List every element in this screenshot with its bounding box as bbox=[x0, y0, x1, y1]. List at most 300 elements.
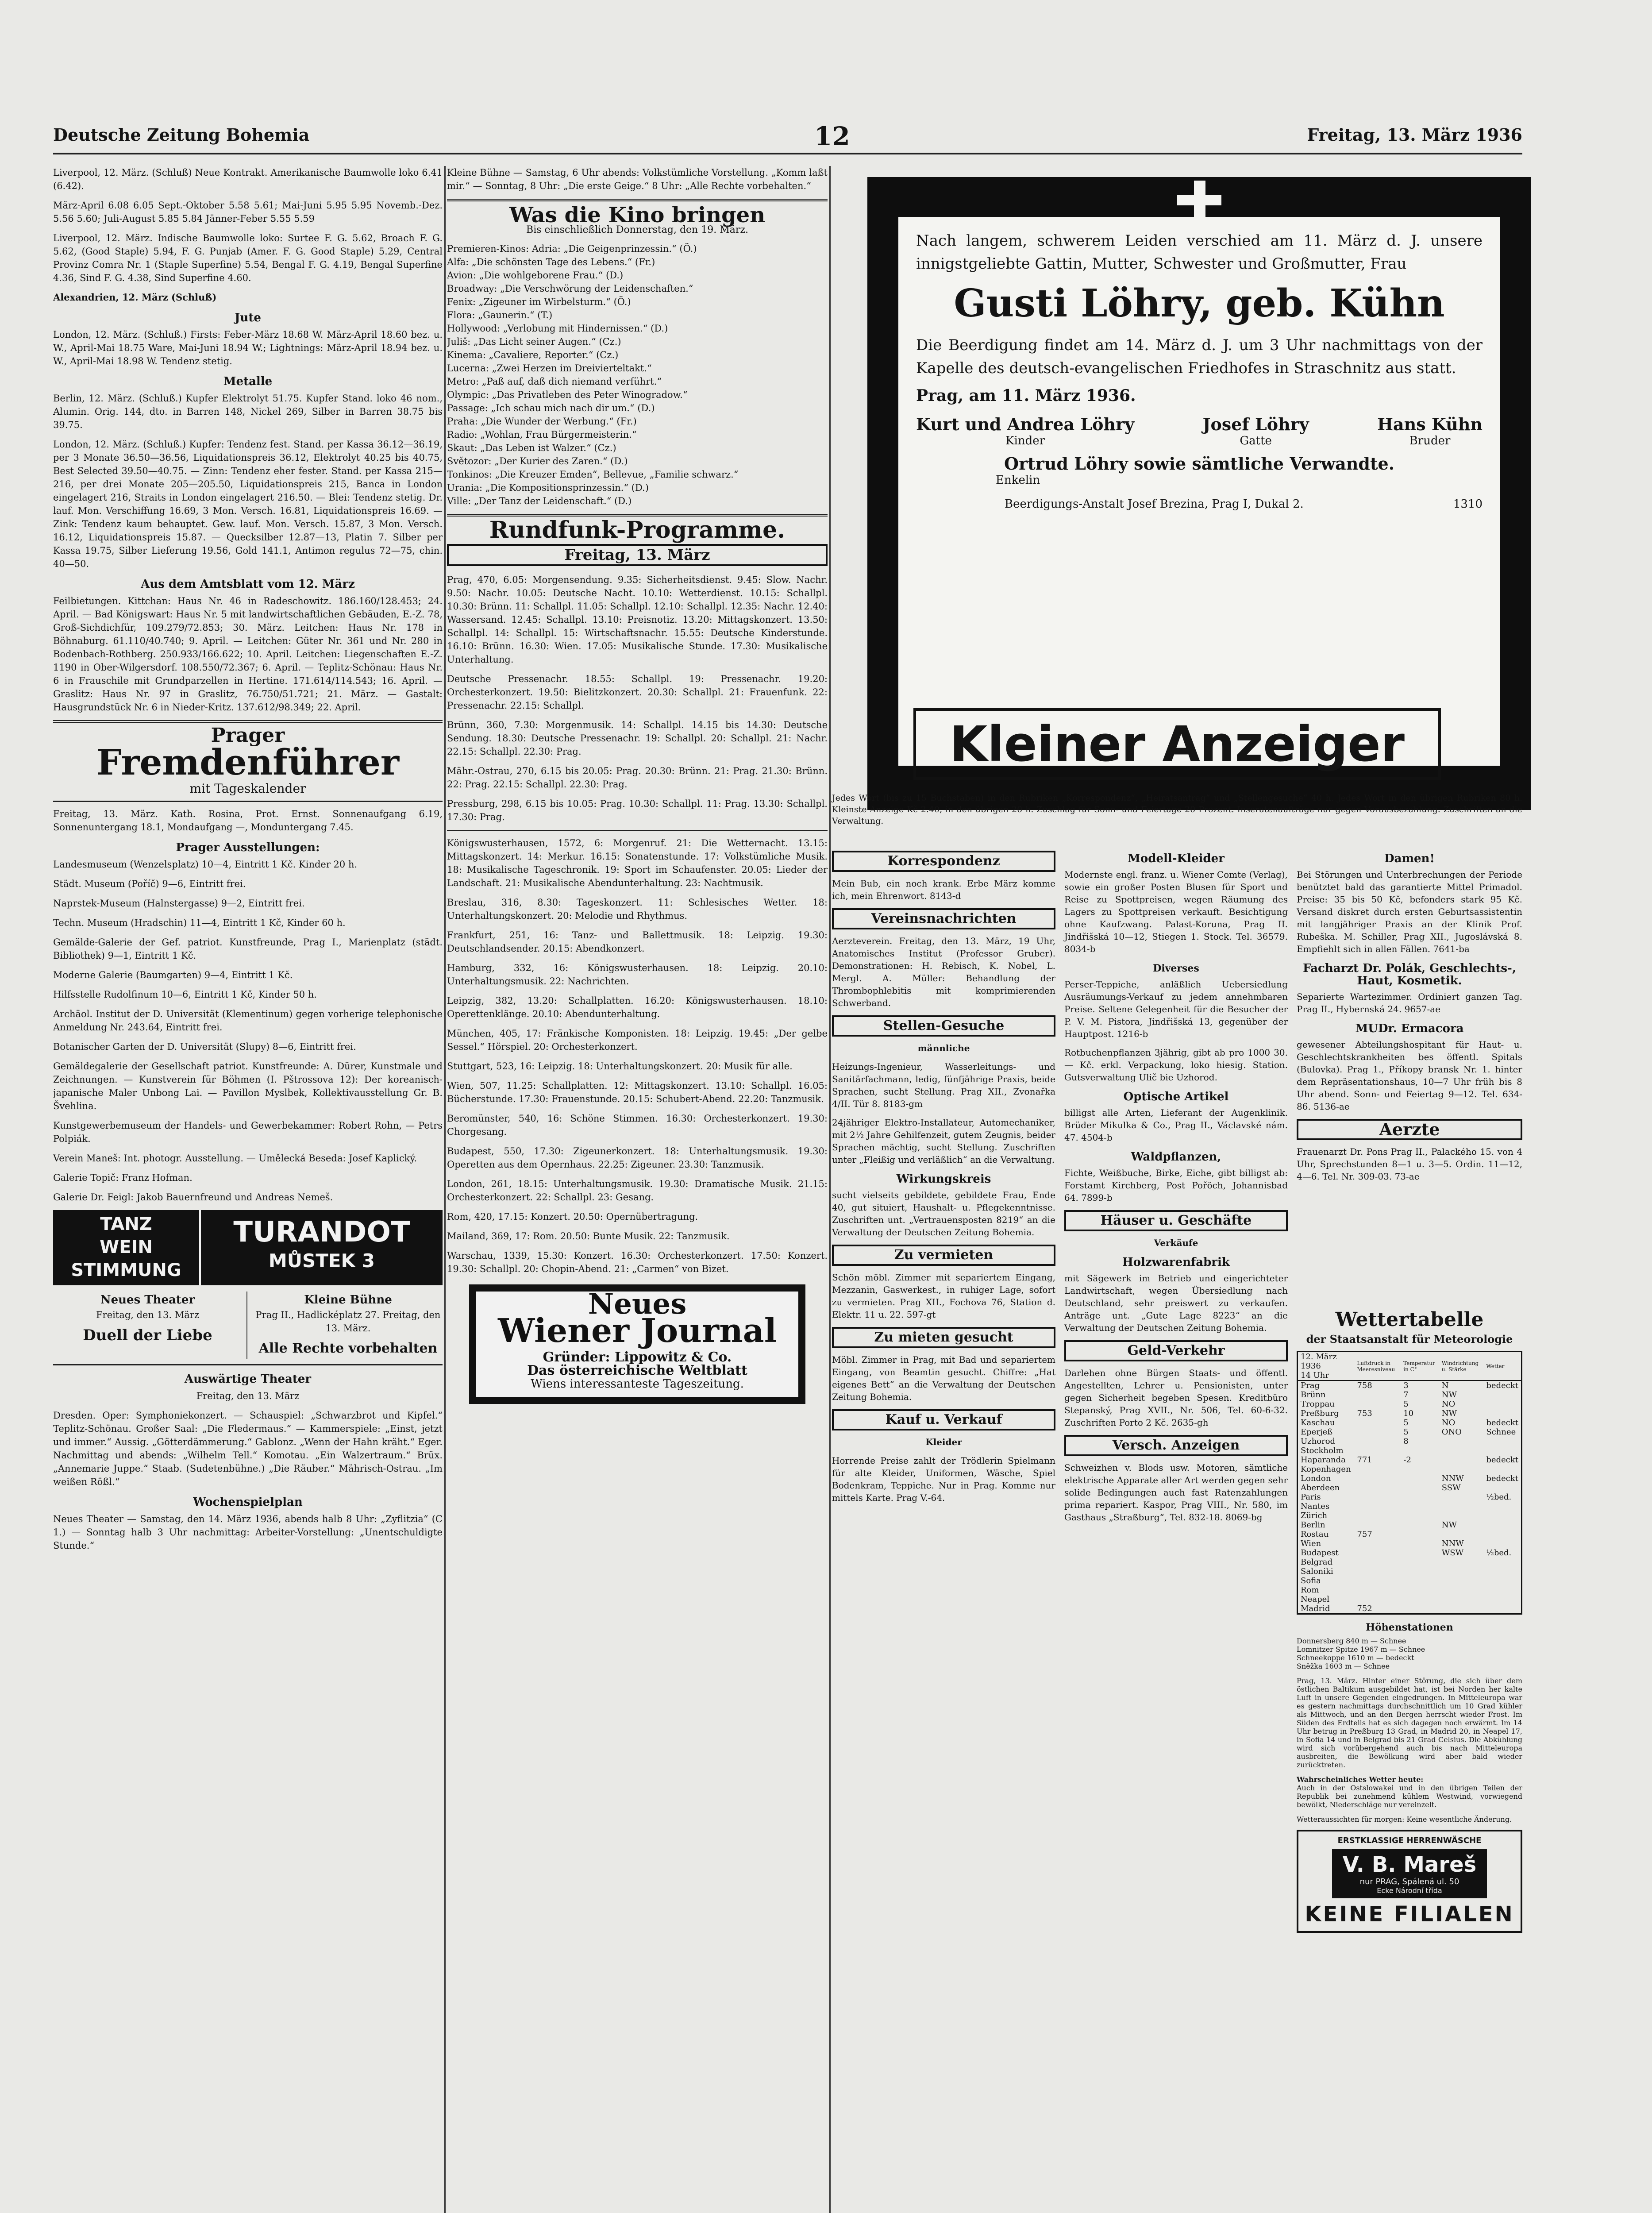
weather-cell: bedeckt bbox=[1486, 1418, 1518, 1427]
list-item: Passage: „Ich schau mich nach dir um.“ (D.) bbox=[447, 403, 655, 413]
weather-cell bbox=[1439, 1585, 1484, 1595]
stellen-sub: männliche bbox=[917, 1043, 970, 1053]
weather-station: Rostau bbox=[1301, 1530, 1329, 1539]
weather-row bbox=[1298, 1558, 1522, 1567]
holz-head: Holzwarenfabrik bbox=[1122, 1256, 1230, 1269]
weather-date: 12. März 1936 bbox=[1301, 1352, 1337, 1371]
weather-row bbox=[1298, 1539, 1522, 1548]
polak-head: Facharzt Dr. Polák, Geschlechts-, Haut, Kosmetik. bbox=[1303, 962, 1516, 987]
list-item: Wien, 507, 11.25: Schallplatten. 12: Mittagskonzert. 13.10: Schallpl. 16.05: Bücherstunde. 17.30: Frauenstunde. 20.15: Schubert-Abend. 22.20: Tanzmusik. bbox=[447, 1080, 828, 1104]
weather-row bbox=[1298, 1455, 1522, 1465]
rundfunk-date: Freitag, 13. März bbox=[447, 544, 828, 566]
list-item: Städt. Museum (Poříč) 9—6, Eintritt frei. bbox=[53, 879, 246, 889]
weather-cell bbox=[1483, 1409, 1521, 1418]
list-item: Gemäldegalerie der Gesellschaft patriot. Kunstfreunde: A. Dürer, Kunstmale und Zeichnungen. — Kunstverein für Böhmen (I. Pštrossova 12): Der koreanisch-japanische Maler Unbong Lai. — Pavillon Myslbek, Kollektivausstellung Gr. B. Švehlina. bbox=[53, 1061, 443, 1111]
divider bbox=[447, 830, 828, 831]
list-item: Warschau, 1339, 15.30: Konzert. 16.30: Orchesterkonzert. 17.50: Konzert. 19.30: Schallpl. 20: Chopin-Abend. 21: „Carmen“ von Bizet. bbox=[447, 1250, 828, 1274]
list-item: Praha: „Die Wunder der Werbung.“ (Fr.) bbox=[447, 416, 637, 427]
geld-head: Geld-Verkehr bbox=[1064, 1340, 1288, 1361]
market-section bbox=[53, 166, 443, 714]
list-item: Mähr.-Ostrau, 270, 6.15 bis 20.05: Prag. 20.30: Brünn. 21: Prag. 21.30: Brünn. 22: Prag. 22.15: Schallpl. 22.30: Prag. bbox=[447, 766, 828, 790]
weather-row bbox=[1298, 1585, 1522, 1595]
weather-cell bbox=[1354, 1548, 1401, 1558]
list-item: Avion: „Die wohlgeborene Frau.“ (D.) bbox=[447, 270, 624, 281]
weather-row bbox=[1298, 1427, 1522, 1437]
classified-item: Modernste engl. franz. u. Wiener Comte (Verlag), sowie ein großer Posten Blusen für Sport und Reise zu Spottpreisen, wegen Räumung des Lagers zu Spottpreisen verkauft. Besichtigung ohne Kaufzwang. Palast-Koruna, Prag II. Jindřišská 10—12, Stiegen 1. Stock. Tel. 36579. 8034-b bbox=[1064, 869, 1288, 954]
rundfunk-list bbox=[447, 573, 828, 1276]
column-rule bbox=[444, 166, 446, 2213]
classified-item: Frauenarzt Dr. Pons Prag II., Palackého 15. von 4 Uhr, Sprechstunden 8—1 u. 3—5. Ordin. 11—12, 4—6. Tel. Nr. 309-03. 73-ae bbox=[1297, 1146, 1522, 1182]
weather-cell bbox=[1439, 1437, 1484, 1446]
list-item: Radio: „Wohlan, Frau Bürgermeisterin.“ bbox=[447, 429, 637, 440]
divider bbox=[447, 199, 828, 201]
weather-cell bbox=[1354, 1492, 1401, 1502]
weather-station: Paris bbox=[1301, 1492, 1321, 1502]
list-item: Ville: „Der Tanz der Leidenschaft.“ (D.) bbox=[447, 496, 632, 506]
weather-cell bbox=[1439, 1595, 1484, 1604]
weather-station: Preßburg bbox=[1301, 1409, 1339, 1418]
list-item: München, 405, 17: Fränkische Komponisten. 18: Leipzig. 19.45: „Der gelbe Sessel.“ Hörspiel. 20: Orchesterkonzert. bbox=[447, 1028, 828, 1052]
mares-slogan: KEINE FILIALEN bbox=[1305, 1902, 1514, 1927]
classified-col-b bbox=[1064, 845, 1288, 1530]
weather-cell: NW bbox=[1441, 1390, 1457, 1400]
undertaker: Beerdigungs-Anstalt Josef Brezina, Prag I, Dukal 2. bbox=[1005, 497, 1304, 511]
weather-cell: Schnee bbox=[1486, 1427, 1516, 1437]
weather-station: Nantes bbox=[1301, 1502, 1330, 1511]
weather-cell: NNW bbox=[1441, 1539, 1464, 1548]
classified-terms: Jedes Wort (bis zu 15 Buchstaben) in den Rubriken „Korrespondenz“, „Heiratsantrag“ und „Stellengesuche“ 40 h. Jedes Wort in den übrigen Rubriken 80 h. Kleinste Anzeige Kč 2.40, in den übrigen 20 h. Zuschlag für Sonn- und Feiertage 20 Prozent. Inseratenaufträge nur gegen Vorausbezahlung. Zuschriften an die Verwaltung. bbox=[832, 793, 1522, 826]
weather-cell bbox=[1354, 1483, 1401, 1492]
list-item: Botanischer Garten der D. Universität (Slupy) 8—6, Eintritt frei. bbox=[53, 1041, 356, 1052]
weather-outlook2: Wetteraussichten für morgen: Keine wesentliche Änderung. bbox=[1297, 1815, 1512, 1824]
list-item: Premieren-Kinos: Adria: „Die Geigenprinzessin.“ (Ö.) bbox=[447, 243, 697, 254]
mourner-name: Kurt und Andrea Löhry bbox=[916, 414, 1135, 434]
kauf-sub: Kleider bbox=[925, 1437, 962, 1447]
weather-cell bbox=[1483, 1390, 1521, 1400]
theater-title: Neues Theater bbox=[100, 1293, 195, 1307]
weather-cell bbox=[1439, 1558, 1484, 1567]
weather-station: Prag bbox=[1301, 1381, 1320, 1390]
weather-cell bbox=[1354, 1400, 1401, 1409]
paper-name: Deutsche Zeitung Bohemia bbox=[53, 125, 310, 145]
weather-row bbox=[1298, 1576, 1522, 1585]
weather-row bbox=[1298, 1465, 1522, 1474]
list-item: Mailand, 369, 17: Rom. 20.50: Bunte Musik. 22: Tanzmusik. bbox=[447, 1231, 730, 1241]
obituary-funeral: Die Beerdigung findet am 14. März d. J. um 3 Uhr nachmittags von der Kapelle des deutsch-evangelischen Friedhofes in Straschnitz aus statt. bbox=[916, 336, 1483, 377]
page-number: 12 bbox=[814, 121, 850, 151]
list-item: Galerie Dr. Feigl: Jakob Bauernfreund und Andreas Nemeš. bbox=[53, 1192, 333, 1203]
column-left bbox=[53, 166, 443, 2213]
weather-cell: ½bed. bbox=[1486, 1492, 1512, 1502]
weather-cell: 3 bbox=[1403, 1381, 1409, 1390]
kleine-buehne-text: Kleine Bühne — Samstag, 6 Uhr abends: Volkstümliche Vorstellung. „Komm laßt mir.“ — Sonntag, 8 Uhr: „Die erste Geige.“ 8 Uhr: „Alle Rechte vorbehalten.“ bbox=[447, 167, 828, 191]
classified-item: Heizungs-Ingenieur, Wasserleitungs- und Sanitärfachmann, ledig, fünfjährige Praxis, beide Sprachen, sucht Stellung. Prag XII., Zvonařka 4/II. Tür 8. 8183-gm bbox=[832, 1061, 1055, 1109]
classified-item: gewesener Abteilungshospitant für Haut- u. Geschlechtskrankheiten bes öffentl. Spitals (Bulovka). Prag 1., Příkopy bransk Nr. 1. hinter dem Repräsentationshaus, 10—7 Uhr früh bis 8 Uhr abend. Sonn- und Feiertag 9—12. Tel. 634-86. 5136-ae bbox=[1297, 1039, 1522, 1112]
weather-cell: bedeckt bbox=[1486, 1474, 1518, 1483]
damen-head: Damen! bbox=[1384, 852, 1435, 865]
wochenspielplan-heading: Wochenspielplan bbox=[193, 1496, 303, 1509]
weather-station: Eperjeß bbox=[1301, 1427, 1333, 1437]
weather-station: Budapest bbox=[1301, 1548, 1339, 1558]
weather-row bbox=[1298, 1530, 1522, 1539]
list-item: Techn. Museum (Hradschin) 11—4, Eintritt 1 Kč, Kinder 60 h. bbox=[53, 918, 346, 928]
weather-forecast: Prag, 13. März. Hinter einer Störung, die sich über dem östlichen Baltikum ausgebildet hat, ist bei Norden her kalte Luft in unsere Gegenden eingedrungen. In Mitteleuropa war es gestern nachmittags durchschnittlich um 10 Grad kühler als Mittwoch, und an den Bergen herrscht wieder Frost. Im Süden des Erdteils hat es sich dagegen noch erwärmt. Im 14 Uhr betrug in Preßburg 13 Grad, in Madrid 20, in Neapel 17, in Sofia 14 und in Belgrad bis 21 Grad Celsius. Die Abkühlung wird sich vorübergehend auch bis nach Mitteleuropa ausbreiten, die Bewölkung wird aber bald wieder zurücktreten. bbox=[1297, 1677, 1522, 1769]
list-item: Prag, 470, 6.05: Morgensendung. 9.35: Sicherheitsdienst. 9.45: Slow. Nachr. 9.50: Nachr. 10.05: Deutsche Nacht. 10.10: Wetterdienst. 10.15: Schallpl. 10.30: Brünn. 11: Schallpl. 11.05: Schallpl. 12.10: Schallpl. 12.35: Nachr. 12.40: Wassersand. 12.45: Schallpl. 13.10: Preisnotiz. 13.20: Mittagskonzert. 13.50: Schallpl. 14: Schallpl. 15: Wirtschaftsnachr. 15.55: Deutsche Kinderstunde. 16.10: Brünn. 16.30: Wien. 17.05: Musikalische Stunde. 17.30: Musikalische Unterhaltung. bbox=[447, 574, 828, 665]
list-item: Budapest, 550, 17.30: Zigeunerkonzert. 18: Unterhaltungsmusik. 19.30: Operetten aus dem Opernhaus. 22.25: Zigeuner. 23.30: Tanzmusik. bbox=[447, 1146, 828, 1170]
weather-cell bbox=[1354, 1539, 1401, 1548]
weather-row bbox=[1298, 1567, 1522, 1576]
weather-cell bbox=[1401, 1474, 1439, 1483]
wochenspielplan-text: Neues Theater — Samstag, den 14. März 1936, abends halb 8 Uhr: „Zyflitzia“ (C 1.) — Sonntag halb 3 Uhr nachmittag: Arbeiter-Vorstellung: „Unentschuldigte Stunde.“ bbox=[53, 1514, 443, 1551]
weather-cell bbox=[1354, 1595, 1401, 1604]
list-item: Moderne Galerie (Baumgarten) 9—4, Eintritt 1 Kč. bbox=[53, 970, 293, 980]
list-item: Hamburg, 332, 16: Königswusterhausen. 18: Leipzig. 20.10: Unterhaltungsmusik. 22: Nachrichten. bbox=[447, 963, 828, 987]
weather-cell: 10 bbox=[1403, 1409, 1414, 1418]
weather-cell bbox=[1401, 1576, 1439, 1585]
list-item: Galerie Topič: Franz Hofman. bbox=[53, 1172, 193, 1183]
wiener-name: Wiener Journal bbox=[498, 1312, 777, 1350]
column-rule bbox=[829, 166, 831, 2213]
weather-cell: 5 bbox=[1403, 1418, 1409, 1427]
weather-cell bbox=[1354, 1427, 1401, 1437]
weather-time: 14 Uhr bbox=[1301, 1371, 1329, 1380]
wiener-slogan2: Wiens interessanteste Tageszeitung. bbox=[531, 1377, 744, 1391]
weather-cell bbox=[1483, 1558, 1521, 1567]
weather-cell: NW bbox=[1441, 1409, 1457, 1418]
diverses-head: Diverses bbox=[1153, 963, 1199, 974]
mares-addr: nur PRAG, Spálená ul. 50 bbox=[1359, 1877, 1459, 1886]
haeuser-head: Häuser u. Geschäfte bbox=[1064, 1210, 1288, 1231]
weather-cell bbox=[1401, 1511, 1439, 1520]
list-item: Rom, 420, 17.15: Konzert. 20.50: Opernübertragung. bbox=[447, 1211, 698, 1222]
list-item: Leipzig, 382, 13.20: Schallplatten. 16.20: Königswusterhausen. 18.10: Operettenklänge. 20.10: Abendunterhaltung. bbox=[447, 995, 828, 1019]
weather-cell bbox=[1483, 1567, 1521, 1576]
weather-cell: 8 bbox=[1403, 1437, 1409, 1446]
weather-cell: 753 bbox=[1357, 1409, 1372, 1418]
weather-row bbox=[1298, 1548, 1522, 1558]
page-date: Freitag, 13. März 1936 bbox=[1307, 125, 1522, 145]
classified-item: Schweizhen v. Blods usw. Motoren, sämtliche elektrische Apparate aller Art werden gegen sehr solide Bedingungen auch fast Ratenzahlungen prima repariert. Kaspor, Prag VIII., Nr. 580, im Gasthaus „Straßburg“, Tel. 832-18. 8069-bg bbox=[1064, 1462, 1288, 1523]
fremdenfuehrer-header bbox=[53, 724, 443, 796]
wiener-top: Neues bbox=[588, 1288, 687, 1321]
ausstellungen-heading: Prager Ausstellungen: bbox=[176, 841, 320, 854]
header-rule bbox=[53, 153, 1522, 154]
classified-col-a bbox=[832, 845, 1055, 1510]
weather-cell: 752 bbox=[1357, 1604, 1372, 1613]
list-item: Kunstgewerbemuseum der Handels- und Gewerbekammer: Robert Rohn, — Petrs Polpiák. bbox=[53, 1120, 443, 1144]
weather-cell bbox=[1439, 1511, 1484, 1520]
weather-row bbox=[1298, 1474, 1522, 1483]
list-item: Světozor: „Der Kurier des Zaren.“ (D.) bbox=[447, 456, 628, 467]
column-middle bbox=[447, 166, 828, 2213]
weather-cell bbox=[1354, 1474, 1401, 1483]
market-para: Liverpool, 12. März. (Schluß) Neue Kontrakt. Amerikanische Baumwolle loko 6.41 (6.42). bbox=[53, 167, 443, 191]
weather-cell bbox=[1401, 1446, 1439, 1455]
weather-station: Uzhorod bbox=[1301, 1437, 1336, 1446]
weather-cell bbox=[1354, 1511, 1401, 1520]
list-item: Lucerna: „Zwei Herzen im Dreivierteltakt.“ bbox=[447, 363, 652, 374]
grandchildren: Ortrud Löhry sowie sämtliche Verwandte. bbox=[1004, 454, 1394, 474]
weather-outlook: Auch in der Ostslowakei und in den übrigen Teilen der Republik bei zunehmend kühlem Westwind, vorwiegend bewölkt, Niederschläge nur vereinzelt. bbox=[1297, 1784, 1522, 1809]
weather-cell: NO bbox=[1441, 1400, 1456, 1409]
classified-col-c bbox=[1297, 845, 1522, 1189]
ad-number: 1310 bbox=[1453, 497, 1483, 511]
weather-cell: N bbox=[1441, 1381, 1449, 1390]
list-item: Kinema: „Cavaliere, Reporter.“ (Cz.) bbox=[447, 350, 619, 360]
grandchildren-role: Enkelin bbox=[996, 474, 1040, 487]
kauf-head: Kauf u. Verkauf bbox=[832, 1409, 1055, 1430]
weather-row bbox=[1298, 1390, 1522, 1400]
list-item: Brünn, 360, 7.30: Morgenmusik. 14: Schallpl. 14.15 bis 14.30: Deutsche Sendung. 18.30: Deutsche Pressenachr. 19: Schallpl. 20: Schallpl. 21: Nachr. 22.15: Schallpl. 22.30: Prag. bbox=[447, 720, 828, 757]
weather-station: Berlin bbox=[1301, 1520, 1325, 1530]
weather-cell bbox=[1401, 1567, 1439, 1576]
classified-item: Darlehen ohne Bürgen Staats- und öffentl. Angestellten, Lehrer u. Pensionisten, unter gegen Sicherheit begeben Spesen. Kreditbüro Stepanský, Prag XVII., Nr. 506, Tel. 60-6-32. Zuschriften Porto 2 Kč. 2635-gh bbox=[1064, 1368, 1288, 1428]
mourner-name: Josef Löhry bbox=[1202, 414, 1309, 434]
list-item: Stuttgart, 523, 16: Leipzig. 18: Unterhaltungskonzert. 20: Musik für alle. bbox=[447, 1061, 793, 1072]
list-item: Naprstek-Museum (Halnstergasse) 9—2, Eintritt frei. bbox=[53, 898, 305, 909]
haeuser-sub: Verkäufe bbox=[1154, 1238, 1198, 1248]
divider bbox=[53, 1364, 443, 1365]
weather-cell bbox=[1439, 1455, 1484, 1465]
weather-station: Saloniki bbox=[1301, 1567, 1333, 1576]
market-para: London, 12. März. (Schluß.) Firsts: Feber-März 18.68 W. März-April 18.60 bez. u. W., April-Mai 18.75 Ware, Mai-Juni 18.94 W.; Lightnings: März-April 18.94 bez. u. W., April-Mai 18.98 W. Tendenz stetig. bbox=[53, 329, 443, 366]
auswaertige-text: Dresden. Oper: Symphoniekonzert. — Schauspiel: „Schwarzbrot und Kipfel.“ Teplitz-Schönau. Großer Saal: „Die Fledermaus.“ — Kammerspiele: „Einst, jetzt und immer.“ Aussig. „Götterdämmerung.“ Gablonz. „Wenn der Hahn kräht.“ Eger. Nachmittag und abends: „Wilhelm Tell.“ Komotau. „Ein Walzertraum.“ Brüx. „Annemarie Juppe.“ Staab. (Sudetenbühne.) „Die Räuber.“ Mährisch-Ostrau. „Im weißen Rößl.“ bbox=[53, 1410, 443, 1487]
weather-cell bbox=[1483, 1465, 1521, 1474]
weather-station: Kopenhagen bbox=[1301, 1465, 1351, 1474]
weather-cell bbox=[1483, 1446, 1521, 1455]
weather-station: Wien bbox=[1301, 1539, 1321, 1548]
weather-subtitle: der Staatsanstalt für Meteorologie bbox=[1306, 1333, 1513, 1346]
list-item: Gemälde-Galerie der Gef. patriot. Kunstfreunde, Prag I., Marienplatz (städt. Bibliothek) 9—1, Eintritt 1 Kč. bbox=[53, 937, 443, 961]
list-item: Deutsche Pressenachr. 18.55: Schallpl. 19: Pressenachr. 19.20: Orchesterkonzert. 19.50: Bielitzkonzert. 20.30: Schallpl. 21: Frauenfunk. 22: Pressenachr. 22.15: Schallpl. bbox=[447, 674, 828, 711]
list-item: Broadway: „Die Verschwörung der Leidenschaften.“ bbox=[447, 283, 693, 294]
list-item: Tonkinos: „Die Kreuzer Emden“, Bellevue, „Familie schwarz.“ bbox=[447, 469, 739, 480]
list-item: Breslau, 316, 8.30: Tageskonzert. 11: Schlesisches Wetter. 18: Unterhaltungskonzert. 20: Melodie und Rhythmus. bbox=[447, 897, 828, 921]
theater-title: Kleine Bühne bbox=[304, 1293, 392, 1307]
weather-cell bbox=[1354, 1558, 1401, 1567]
weather-cell: 5 bbox=[1403, 1427, 1409, 1437]
weather-cell bbox=[1483, 1511, 1521, 1520]
classified-item: Separierte Wartezimmer. Ordiniert ganzen Tag. Prag II., Hybernská 24. 9657-ae bbox=[1297, 991, 1522, 1014]
weather-row bbox=[1298, 1492, 1522, 1502]
weather-cell: ONO bbox=[1441, 1427, 1462, 1437]
market-para: Feilbietungen. Kittchan: Haus Nr. 46 in Radeschowitz. 186.160/128.453; 24. April. — Bad Königswart: Haus Nr. 5 mit landwirtschaftlichen Gebäuden, E.-Z. 78, Groß-Sichdichfür, 109.279/72.853; 30. März. Leitchen: Haus Nr. 178 in Böhnaburg. 61.110/40.740; 9. April. — Leitchen: Güter Nr. 361 und Nr. 280 in Bodenbach-Rothberg. 250.933/166.622; 10. April. Leitchen: Liegenschaften E.-Z. 1190 in Ober-Wilgersdorf. 108.550/72.367; 6. April. — Teplitz-Schönau: Haus Nr. 6 in Frauschile mit Grundparzellen in Hertine. 171.614/114.543; 16. April. — Graslitz: Haus Nr. 97 in Graslitz, 76.750/51.721; 21. März. — Gastalt: Hausgrundstück Nr. 6 in Nieder-Kritz. 137.612/98.349; 22. April. bbox=[53, 596, 443, 713]
weather-row bbox=[1298, 1502, 1522, 1511]
list-item: Landesmuseum (Wenzelsplatz) 10—4, Eintritt 1 Kč. Kinder 20 h. bbox=[53, 859, 358, 870]
weather-cell bbox=[1354, 1465, 1401, 1474]
obituary-name: Gusti Löhry, geb. Kühn bbox=[954, 281, 1445, 326]
weather-cell bbox=[1354, 1437, 1401, 1446]
weather-cell: SSW bbox=[1441, 1483, 1461, 1492]
mares-top: ERSTKLASSIGE HERRENWÄSCHE bbox=[1337, 1836, 1482, 1845]
kleiner-title: Kleiner Anzeiger bbox=[913, 708, 1441, 780]
weather-cell bbox=[1354, 1567, 1401, 1576]
weather-cell: 7 bbox=[1403, 1390, 1409, 1400]
weather-col-head: Luftdruck in Meeresniveau bbox=[1357, 1360, 1395, 1373]
page-header bbox=[53, 121, 1522, 156]
classified-item: mit Sägewerk im Betrieb und eingerichteter Landwirtschaft, wegen Übersiedlung nach Deutschland, sehr preiswert zu verkaufen. Anträge unt. „Gute Lage 8223“ an die Verwaltung der Deutschen Zeitung Bohemia. bbox=[1064, 1273, 1288, 1333]
obituary-intro: Nach langem, schwerem Leiden verschied am 11. März d. J. unsere innigstgeliebte Gattin, Mutter, Schwester und Großmutter, Frau bbox=[916, 232, 1483, 273]
weather-row bbox=[1298, 1520, 1522, 1530]
weather-cell bbox=[1483, 1520, 1521, 1530]
turandot-word: TANZ bbox=[100, 1214, 152, 1234]
weather-cell bbox=[1483, 1576, 1521, 1585]
weather-station: London bbox=[1301, 1474, 1331, 1483]
weather-cell bbox=[1401, 1502, 1439, 1511]
korrespondenz-head: Korrespondenz bbox=[832, 851, 1055, 872]
obituary-content bbox=[898, 217, 1500, 766]
weather-station: Stockholm bbox=[1301, 1446, 1344, 1455]
modell-head: Modell-Kleider bbox=[1128, 852, 1225, 865]
weather-col-head: Wetter bbox=[1486, 1363, 1505, 1369]
weather-cell bbox=[1401, 1530, 1439, 1539]
weather-cell: ½bed. bbox=[1486, 1548, 1512, 1558]
weather-cell bbox=[1439, 1530, 1484, 1539]
fremden-sub: mit Tageskalender bbox=[189, 781, 306, 796]
weather-col-head: Windrichtung u. Stärke bbox=[1441, 1360, 1479, 1373]
weather-station: Rom bbox=[1301, 1585, 1319, 1595]
weather-station: Belgrad bbox=[1301, 1558, 1333, 1567]
optik-head: Optische Artikel bbox=[1123, 1090, 1229, 1103]
vermieten-head: Zu vermieten bbox=[832, 1245, 1055, 1266]
weather-cell bbox=[1401, 1558, 1439, 1567]
list-item: Verein Maneš: Int. photogr. Ausstellung. — Umělecká Beseda: Josef Kaplický. bbox=[53, 1153, 417, 1164]
weather-cell bbox=[1354, 1520, 1401, 1530]
weather-cell bbox=[1401, 1548, 1439, 1558]
classifieds bbox=[832, 792, 1522, 2213]
theater-date: Freitag, den 13. März bbox=[96, 1310, 199, 1320]
weather-row bbox=[1298, 1380, 1522, 1390]
ermacora-head: MUDr. Ermacora bbox=[1355, 1022, 1464, 1035]
classified-item: Aerzteverein. Freitag, den 13. März, 19 Uhr, Anatomisches Institut (Professor Gruber). Demonstrationen: H. Rebisch, K. Nobel, L. Mergl. A. Müller: Behandlung der Thrombophlebitis mit komprimierenden Schwerband. bbox=[832, 936, 1055, 1008]
weather-cell: NNW bbox=[1441, 1474, 1464, 1483]
classified-item: 24jähriger Elektro-Installateur, Automechaniker, mit 2½ Jahre Gehilfenzeit, gutem Zeugnis, beider Sprachen mächtig, sucht Stellung. Zuschriften unter „Fleißig und verläßlich“ an die Verwaltung. bbox=[832, 1117, 1055, 1165]
classified-item: Schön möbl. Zimmer mit separiertem Eingang, Mezzanin, Gaswerkest., in ruhiger Lage, sofort zu vermieten. Prag XII., Fochova 76, Station d. Elektr. 11 u. 22. 597-gt bbox=[832, 1272, 1055, 1320]
weather-cell bbox=[1483, 1483, 1521, 1492]
weather-station: Kaschau bbox=[1301, 1418, 1335, 1427]
mares-addr2: Ecke Národní třída bbox=[1377, 1886, 1442, 1895]
weather-cell bbox=[1483, 1437, 1521, 1446]
weather-cell bbox=[1354, 1446, 1401, 1455]
weather-cell: 757 bbox=[1357, 1530, 1372, 1539]
weather-station: Zürich bbox=[1301, 1511, 1328, 1520]
list-item: Hilfsstelle Rudolfinum 10—6, Eintritt 1 Kč, Kinder 50 h. bbox=[53, 989, 317, 1000]
hoehen-item: Sněžka 1603 m — Schnee bbox=[1297, 1662, 1390, 1670]
weather-row bbox=[1298, 1483, 1522, 1492]
kino-title: Was die Kino bringen bbox=[509, 203, 766, 227]
section-heading: Jute bbox=[235, 311, 261, 324]
mares-ad bbox=[1297, 1830, 1522, 1933]
fremden-title: Fremdenführer bbox=[96, 741, 400, 783]
weather-cell bbox=[1483, 1400, 1521, 1409]
classified-item: Möbl. Zimmer in Prag, mit Bad und separiertem Eingang, von Beamtin gesucht. Chiffre: „Hat eigenes Bett“ an die Verwaltung der Deutschen Zeitung Bohemia. bbox=[832, 1354, 1055, 1402]
weather-row bbox=[1298, 1604, 1522, 1614]
weather-cell: 758 bbox=[1357, 1381, 1372, 1390]
turandot-word: WEIN bbox=[100, 1237, 153, 1257]
mourner-name: Hans Kühn bbox=[1377, 414, 1483, 434]
weather-cell bbox=[1401, 1539, 1439, 1548]
wirk-head: Wirkungskreis bbox=[896, 1172, 991, 1186]
weather-cell bbox=[1439, 1604, 1484, 1614]
weather-cell: -2 bbox=[1403, 1455, 1411, 1465]
market-para: März-April 6.08 6.05 Sept.-Oktober 5.58 5.61; Mai-Juni 5.95 5.95 Novemb.-Dez. 5.56 5.60; Juli-August 5.85 5.84 Jänner-Feber 5.55 5.59 bbox=[53, 200, 443, 224]
weather-row bbox=[1298, 1400, 1522, 1409]
weather-row bbox=[1298, 1418, 1522, 1427]
rundfunk-title: Rundfunk-Programme. bbox=[489, 517, 786, 544]
weather-section bbox=[1297, 1306, 1522, 1933]
weather-cell bbox=[1401, 1604, 1439, 1614]
turandot-word: STIMMUNG bbox=[71, 1260, 181, 1280]
hoehen-item: Donnersberg 840 m — Schnee bbox=[1297, 1637, 1406, 1645]
stellen-head: Stellen-Gesuche bbox=[832, 1015, 1055, 1037]
classified-item: Perser-Teppiche, anläßlich Uebersiedlung Ausräumungs-Verkauf zu jedem annehmbaren Preise. Seltene Gelegenheit für die Besucher der P. V. M. Pistora, Jindřišská 13, gegenüber der Hauptpost. 1216-b bbox=[1064, 979, 1288, 1039]
section-heading: Aus dem Amtsblatt vom 12. März bbox=[141, 578, 355, 591]
weather-cell bbox=[1439, 1502, 1484, 1511]
turandot-name: TURANDOT bbox=[233, 1216, 410, 1249]
weather-cell bbox=[1354, 1390, 1401, 1400]
weather-cell bbox=[1401, 1492, 1439, 1502]
theater-info: Prag II., Hadlicképlatz 27. Freitag, den 13. März. bbox=[255, 1310, 441, 1334]
hoehen-title: Höhenstationen bbox=[1366, 1622, 1453, 1633]
list-item: London, 261, 18.15: Unterhaltungsmusik. 19.30: Dramatische Musik. 21.15: Orchesterkonzert. 22: Schallpl. 23: Gesang. bbox=[447, 1179, 828, 1203]
weather-station: Troppau bbox=[1301, 1400, 1335, 1409]
list-item: Juliš: „Das Licht seiner Augen.“ (Cz.) bbox=[447, 336, 621, 347]
weather-cell bbox=[1483, 1604, 1521, 1614]
list-item: Olympic: „Das Privatleben des Peter Winogradow.“ bbox=[447, 389, 688, 400]
weather-cell: 5 bbox=[1403, 1400, 1409, 1409]
hoehen-item: Lomnitzer Spitze 1967 m — Schnee bbox=[1297, 1645, 1425, 1654]
divider bbox=[53, 720, 443, 723]
classified-item: sucht vielseits gebildete, gebildete Frau, Ende 40, gut situiert, Haushalt- u. Pflegekenntnisse. Zuschriften unt. „Vertrauensposten 8219“ an die Verwaltung der Deutschen Zeitung Bohemia. bbox=[832, 1190, 1055, 1238]
classified-item: Bei Störungen und Unterbrechungen der Periode benütztet bald das garantierte Mittel Primadol. Preise: 35 bis 50 Kč, befonders stark 95 Kč. Versand diskret durch ersten Geburtsassistentin mit langjähriger Praxis an der Klinik Prof. Rubeška. M. Schiller, Prag XII., Jugoslávská 8. Empfiehlt sich in allen Fällen. 7641-ba bbox=[1297, 869, 1522, 954]
turandot-addr: MŮSTEK 3 bbox=[269, 1250, 375, 1272]
classified-item: billigst alle Arten, Lieferant der Augenklinik. Brüder Mikulka & Co., Prag II., Václavské nám. 47. 4504-b bbox=[1064, 1107, 1288, 1143]
weather-row bbox=[1298, 1595, 1522, 1604]
weather-cell bbox=[1401, 1483, 1439, 1492]
kleiner-anzeiger-header bbox=[832, 708, 1522, 779]
versch-head: Versch. Anzeigen bbox=[1064, 1435, 1288, 1456]
list-item: Königswusterhausen, 1572, 6: Morgenruf. 21: Die Wetternacht. 13.15: Mittagskonzert. 14: Merkur. 16.15: Sonatenstunde. 17: Volkstümliche Musik. 18: Musikalische Tageschronik. 19: Sport im Schaufenster. 20.05: Lieder der Landschaft. 21: Musikalische Abendunterhaltung. 23: Nachtmusik. bbox=[447, 838, 828, 888]
classified-item: Rotbuchenpflanzen 3jährig, gibt ab pro 1000 30.— Kč. erkl. Verpackung, loko hiesig. Station. Gutsverwaltung Ulič bie Uzhorod. bbox=[1064, 1047, 1288, 1083]
classified-item: Mein Bub, ein noch krank. Erbe März komme ich, mein Ehrenwort. 8143-d bbox=[832, 878, 1055, 901]
theater-section bbox=[53, 1292, 443, 1359]
turandot-ad bbox=[53, 1210, 443, 1285]
weather-cell bbox=[1354, 1502, 1401, 1511]
weather-cell bbox=[1483, 1530, 1521, 1539]
weather-station: Neapel bbox=[1301, 1595, 1330, 1604]
weather-row bbox=[1298, 1437, 1522, 1446]
weather-station: Brünn bbox=[1301, 1390, 1326, 1400]
section-heading: Metalle bbox=[223, 375, 273, 388]
auswaertige-date: Freitag, den 13. März bbox=[196, 1391, 300, 1401]
list-item: Urania: „Die Kompositionsprinzessin.“ (D.) bbox=[447, 482, 649, 493]
weather-cell bbox=[1483, 1595, 1521, 1604]
weather-cell bbox=[1401, 1595, 1439, 1604]
aerzte-head: Aerzte bbox=[1297, 1119, 1522, 1140]
market-para: Berlin, 12. März. (Schluß.) Kupfer Elektrolyt 51.75. Kupfer Stand. loko 46 nom., Alumin. Orig. 144, dto. in Barren 148, Nickel 269, Silber in Barren 38.75 bis 39.75. bbox=[53, 393, 443, 430]
tageskalender: Freitag, 13. März. Kath. Rosina, Prot. Ernst. Sonnenaufgang 6.19, Sonnenuntergang 18.1, Mondaufgang —, Monduntergang 7.45. bbox=[53, 809, 443, 833]
list-item: Skaut: „Das Leben ist Walzer.“ (Cz.) bbox=[447, 443, 616, 453]
theater-play: Duell der Liebe bbox=[83, 1326, 212, 1344]
weather-table bbox=[1297, 1351, 1522, 1615]
auswaertige-heading: Auswärtige Theater bbox=[184, 1373, 312, 1386]
weather-cell bbox=[1483, 1585, 1521, 1595]
weather-station: Sofia bbox=[1301, 1576, 1321, 1585]
weather-cell bbox=[1354, 1585, 1401, 1595]
weather-cell bbox=[1401, 1465, 1439, 1474]
hoehen-item: Schneekoppe 1610 m — bedeckt bbox=[1297, 1654, 1414, 1662]
list-item: Pressburg, 298, 6.15 bis 10.05: Prag. 10.30: Schallpl. 11: Prag. 13.30: Schallpl. 17.30: Prag. bbox=[447, 798, 828, 822]
